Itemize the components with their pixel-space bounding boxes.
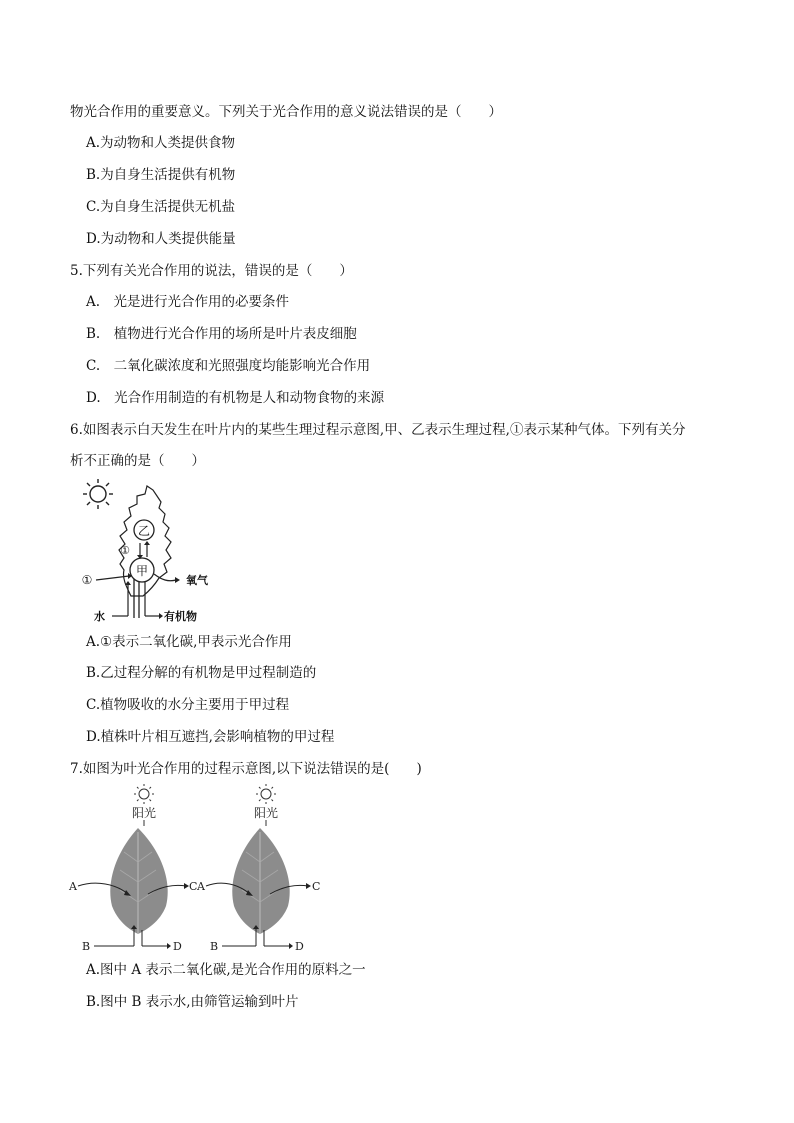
q4-option-d: D.为动物和人类提供能量 <box>86 231 236 247</box>
q7-stem: 7.如图为叶光合作用的过程示意图,以下说法错误的是( ) <box>70 761 422 777</box>
sun-icon <box>256 784 276 804</box>
gas-mid-label: ① <box>120 544 130 557</box>
label-b-left: B <box>82 940 91 953</box>
gas-in-label: ① <box>81 573 93 587</box>
water-label: 水 <box>94 610 105 623</box>
label-b-right: B <box>210 940 219 953</box>
q6-option-a: A.①表示二氧化碳,甲表示光合作用 <box>86 634 292 650</box>
leaf-left <box>68 784 197 953</box>
sun-icon <box>134 784 154 804</box>
q6-option-d: D.植株叶片相互遮挡,会影响植物的甲过程 <box>86 729 335 745</box>
q5-stem: 5.下列有关光合作用的说法，错误的是（ ） <box>70 263 353 279</box>
oxygen-label: 氧气 <box>186 574 208 587</box>
label-a-right: A <box>197 880 205 893</box>
organic-label: 有机物 <box>164 610 197 623</box>
q4-option-b: B.为自身生活提供有机物 <box>86 167 236 183</box>
q7-option-a: A.图中 A 表示二氧化碳,是光合作用的原料之一 <box>86 962 366 978</box>
label-c-right: C <box>312 880 321 893</box>
label-c-left: C <box>189 880 198 893</box>
q5-option-c: C. 二氧化碳浓度和光照强度均能影响光合作用 <box>86 358 371 374</box>
q4-option-c: C.为自身生活提供无机盐 <box>86 199 236 215</box>
q5-option-a: A. 光是进行光合作用的必要条件 <box>86 294 290 310</box>
q6-option-b: B.乙过程分解的有机物是甲过程制造的 <box>86 665 317 681</box>
q6-option-c: C.植物吸收的水分主要用于甲过程 <box>86 697 290 713</box>
sun-icon <box>83 479 113 509</box>
leaf-right <box>196 784 320 953</box>
q7-option-b: B.图中 B 表示水,由筛管运输到叶片 <box>86 994 299 1010</box>
q6-stem-line1: 6.如图表示白天发生在叶片内的某些生理过程示意图,甲、乙表示生理过程,①表示某种气体。下列有关分 <box>70 422 686 438</box>
q4-option-a: A.为动物和人类提供食物 <box>86 135 236 151</box>
q6-stem-line2: 析不正确的是（ ） <box>70 453 205 469</box>
yi-label: 乙 <box>137 524 151 538</box>
sunlight-label-right: 阳光 <box>253 806 279 820</box>
label-d-right: D <box>295 940 304 953</box>
photosynthesis-leaves-diagram <box>66 782 346 954</box>
label-d-left: D <box>173 940 182 953</box>
jia-label: 甲 <box>135 564 149 578</box>
q5-option-d: D. 光合作用制造的有机物是人和动物食物的来源 <box>86 390 385 406</box>
q5-option-b: B. 植物进行光合作用的场所是叶片表皮细胞 <box>86 326 357 342</box>
label-a-left: A <box>69 880 77 893</box>
sunlight-label-left: 阳光 <box>131 806 157 820</box>
q4-stem: 物光合作用的重要意义。下列关于光合作用的意义说法错误的是（ ） <box>70 104 502 120</box>
leaf-process-diagram <box>68 478 228 628</box>
